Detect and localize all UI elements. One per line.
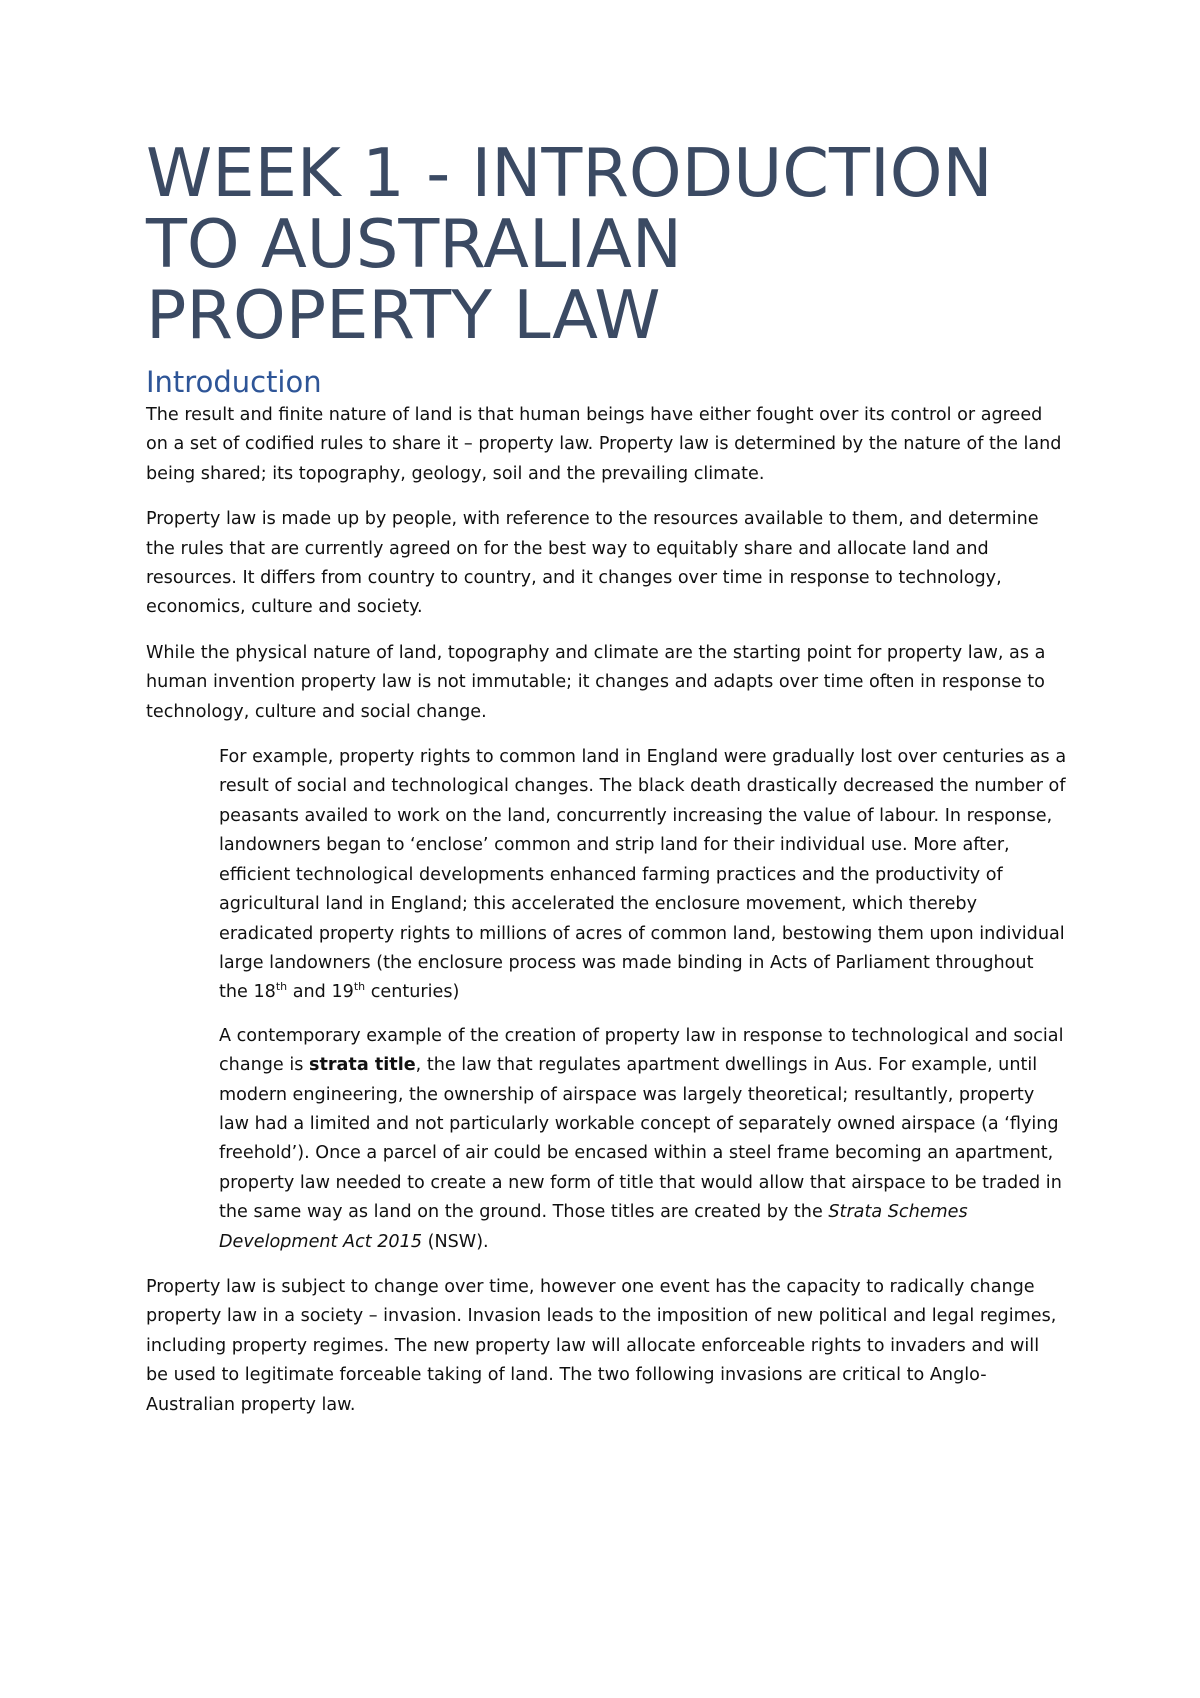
paragraph-5-after: (NSW). [422,1231,489,1252]
paragraph-4-indented-example [219,743,1067,1008]
paragraph-5-middle: , the law that regulates apartment dwellings in Aus. For example, until modern engineering, the ownership of airspace was largely theoretical; resultantly, property law had a limited and not particularly workable concept of separately owned airspace (a ‘flying freehold’). Once a parcel of air could be encased within a steel frame becoming an apartment, property law needed to create a new form of title that would allow that airspace to be traded in the same way as land on the ground. Those titles are created by the [219,1055,1062,1223]
act-name-italic: Strata Schemes Development Act 2015 [219,1202,968,1252]
term-strata-title: strata title [309,1055,416,1076]
paragraph-1: The result and finite nature of land is that human beings have either fought over its control or agreed on a set of codified rules to share it – property law. Property law is determined by the nature of the land being shared; its topography, geology, soil and the prevailing climate. [146,405,1062,484]
superscript-th-1: th [275,980,288,994]
paragraph-4-text: For example, property rights to common land in England were gradually lost over centuries as a result of social and technological changes. The black death drastically decreased the number of peasants availed to work on the land, concurrently increasing the value of labour. In response, landowners began to ‘enclose’ common and strip land for their individual use. More after, efficient technological developments enhanced farming practices and the productivity of agricultural land in England; this accelerated the enclosure movement, which thereby eradicated property rights to millions of acres of common land, bestowing them upon individual large landowners (the enclosure process was made binding in Acts of Parliament throughout the 18 [219,747,1067,1003]
document-body [146,134,1067,1436]
paragraph-4-end: centuries) [365,982,460,1003]
superscript-th-2: th [353,980,366,994]
section-heading-introduction: Introduction [146,365,322,399]
paragraph-3: While the physical nature of land, topography and climate are the starting point for property law, as a human invention property law is not immutable; it changes and adapts over time often in response to technology, culture and social change. [146,642,1046,722]
paragraph-2: Property law is made up by people, with reference to the resources available to them, and determine the rules that are currently agreed on for the best way to equitably share and allocate land and resources. It differs from country to country, and it changes over time in response to technology, economics, culture and society. [146,509,1039,618]
paragraph-6: Property law is subject to change over time, however one event has the capacity to radically change property law in a society – invasion. Invasion leads to the imposition of new political and legal regimes, including property regimes. The new property law will allocate enforceable rights to invaders and will be used to legitimate forceable taking of land. The two following invasions are critical to Anglo-Australian property law. [146,1276,1057,1415]
paragraph-4-mid: and 19 [287,982,354,1003]
paragraph-5-before: A contemporary example of the creation of property law in response to technological and social change is [219,1025,1064,1076]
document-title: WEEK 1 - INTRODUCTION TO AUSTRALIAN PROPERTY LAW [146,134,993,354]
paragraph-5-indented-example [219,1022,1067,1257]
